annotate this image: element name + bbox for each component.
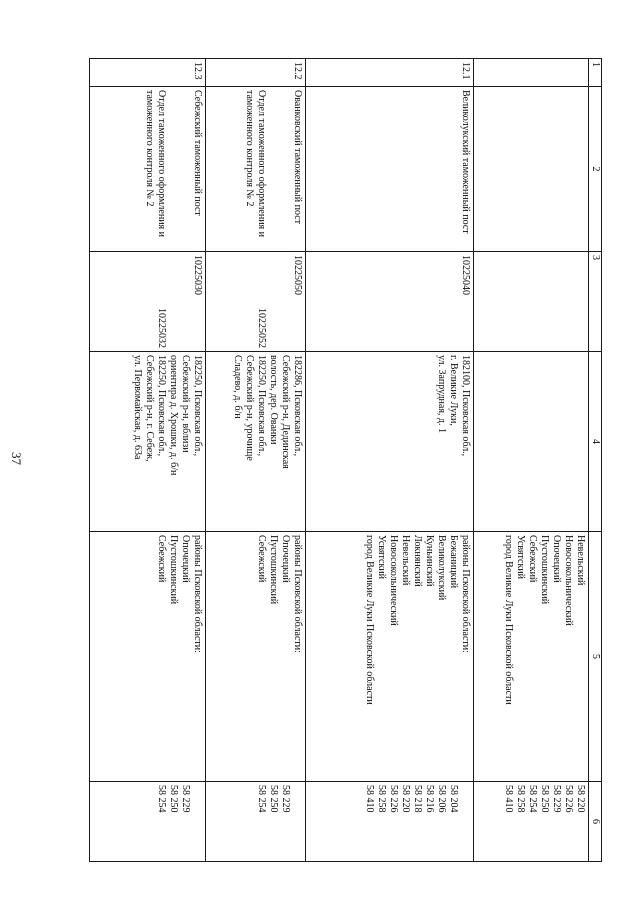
table-row-12-1	[306, 59, 474, 862]
cell-codes	[206, 782, 306, 862]
okato-code: 58 254	[527, 785, 538, 813]
area-line: Опочецкий	[551, 535, 562, 583]
cell-areas	[306, 532, 474, 782]
post-name: Себежский таможенный пост	[192, 90, 203, 216]
address-line: Себежский р-н, Дединская	[280, 355, 291, 469]
cell-code	[474, 252, 589, 352]
okato-code: 58 229	[180, 785, 191, 813]
cell-num: 12.1	[306, 59, 474, 87]
cell-num	[474, 59, 589, 87]
header-col-2: 2	[589, 87, 602, 252]
okato-code: 58 258	[515, 785, 526, 813]
rotated-page	[89, 58, 602, 861]
okato-code: 58 254	[156, 785, 167, 813]
okato-code: 58 410	[364, 785, 375, 813]
area-line: Опочецкий	[180, 535, 191, 583]
cell-num: 12.3	[90, 59, 206, 87]
cell-codes	[306, 782, 474, 862]
address-line: ориентира д. Хрошки, д. б/н	[168, 355, 179, 476]
cell-codes	[474, 782, 589, 862]
cell-post	[306, 87, 474, 252]
cell-num: 12.2	[206, 59, 306, 87]
header-col-3: 3	[589, 252, 602, 352]
area-line: город Великие Луки Псковской области	[364, 535, 375, 705]
cell-address	[306, 352, 474, 532]
okato-code: 58 226	[388, 785, 399, 813]
okato-code: 58 250	[168, 785, 179, 813]
address-line: Себежский р-н, вблизи	[180, 355, 191, 453]
okato-code: 58 220	[575, 785, 586, 813]
address-line: 182100, Псковская обл.,	[460, 355, 471, 457]
area-line: районы Псковской области:	[192, 535, 203, 653]
area-line: Пустошкинский	[168, 535, 179, 605]
dept-name: Отдел таможенного оформления и таможенного контроля № 2	[144, 90, 167, 237]
area-line: Невельский	[400, 535, 411, 586]
okato-code: 58 250	[268, 785, 279, 813]
area-line: Пустошкинский	[268, 535, 279, 605]
okato-code: 58 410	[503, 785, 514, 813]
table-row-12-2	[206, 59, 306, 862]
address-line: 182250, Псковская обл.,	[256, 355, 267, 457]
cell-code	[90, 252, 206, 352]
area-line: Бежаницкий	[448, 535, 459, 589]
cell-address	[474, 352, 589, 532]
area-line: Куньинский	[424, 535, 435, 587]
table-row-continuation	[474, 59, 589, 862]
area-line: районы Псковской области:	[460, 535, 471, 653]
okato-code: 58 226	[563, 785, 574, 813]
header-col-5: 5	[589, 532, 602, 782]
area-line: Себежский	[527, 535, 538, 583]
post-code: 10225040	[460, 255, 471, 295]
address-line: 182250, Псковская обл.,	[192, 355, 203, 457]
area-line: районы Псковской области:	[292, 535, 303, 653]
address-line: Сладево, д. б/н	[232, 355, 243, 419]
page-number: 37	[9, 452, 24, 465]
address-line: 182286, Псковская обл.,	[292, 355, 303, 457]
area-line: Невельский	[575, 535, 586, 586]
okato-code: 58 206	[436, 785, 447, 813]
header-row	[589, 59, 602, 862]
address-line: ул. Первомайская, д. 63а	[132, 355, 143, 460]
area-line: город Великие Луки Псковской области	[503, 535, 514, 705]
table-row-12-3	[90, 59, 206, 862]
area-line: Новосокольнический	[563, 535, 574, 626]
cell-areas	[90, 532, 206, 782]
okato-code: 58 218	[412, 785, 423, 813]
post-name: Великолукский таможенный пост	[460, 90, 471, 234]
address-line: ул. Запрудная, д. 1	[436, 355, 447, 434]
okato-code: 58 216	[424, 785, 435, 813]
cell-post	[90, 87, 206, 252]
address-line: волость, дер. Ованки	[268, 355, 279, 445]
cell-post	[206, 87, 306, 252]
address-line: 182250, Псковская обл.,	[156, 355, 167, 457]
post-name: Ованковский таможенный пост	[292, 90, 303, 225]
dept-code: 10225032	[156, 308, 167, 348]
cell-address	[206, 352, 306, 532]
okato-code: 58 204	[448, 785, 459, 813]
okato-code: 58 254	[256, 785, 267, 813]
cell-address	[90, 352, 206, 532]
area-line: Себежский	[256, 535, 267, 583]
header-col-4: 4	[589, 352, 602, 532]
address-line: г. Великие Луки,	[448, 355, 459, 426]
okato-code: 58 229	[280, 785, 291, 813]
cell-code	[306, 252, 474, 352]
area-line: Опочецкий	[280, 535, 291, 583]
cell-codes	[90, 782, 206, 862]
area-line: Себежский	[156, 535, 167, 583]
dept-code: 10225052	[256, 308, 267, 348]
okato-code: 58 258	[376, 785, 387, 813]
address-line: Себежский р-н, урочище	[244, 355, 255, 461]
header-col-1: 1	[589, 59, 602, 87]
cell-code	[206, 252, 306, 352]
cell-areas	[474, 532, 589, 782]
post-code: 10225050	[292, 255, 303, 295]
okato-code: 58 220	[400, 785, 411, 813]
address-line: Себежский р-н, г. Себеж,	[144, 355, 155, 462]
okato-code: 58 250	[539, 785, 550, 813]
customs-posts-table	[89, 58, 602, 862]
dept-name: Отдел таможенного оформления и таможенного контроля № 2	[244, 90, 267, 237]
post-code: 10225030	[192, 255, 203, 295]
cell-post	[474, 87, 589, 252]
area-line: Пустошкинский	[539, 535, 550, 605]
area-line: Великолукский	[436, 535, 447, 601]
area-line: Усвятский	[515, 535, 526, 579]
cell-areas	[206, 532, 306, 782]
area-line: Усвятский	[376, 535, 387, 579]
okato-code: 58 229	[551, 785, 562, 813]
area-line: Локнянский	[412, 535, 423, 587]
header-col-6: 6	[589, 782, 602, 862]
area-line: Новосокольнический	[388, 535, 399, 626]
